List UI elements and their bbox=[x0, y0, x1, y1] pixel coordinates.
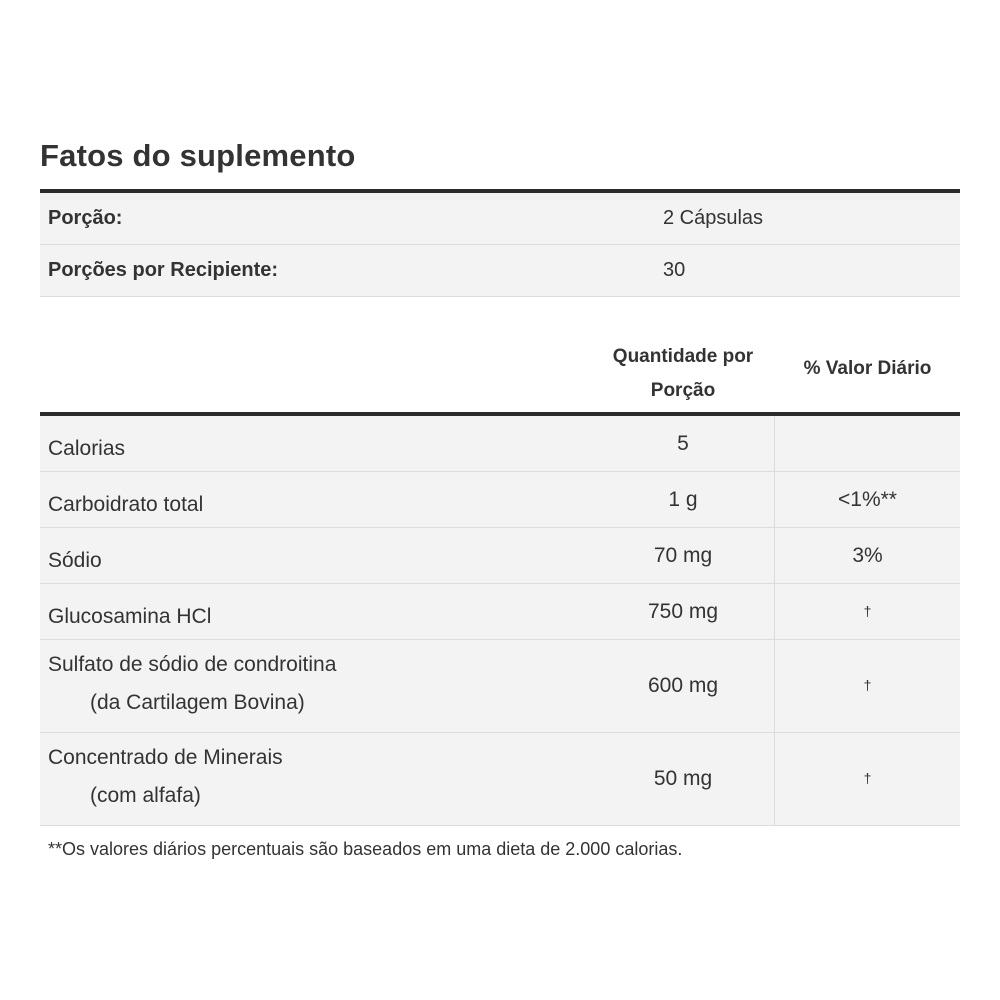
nutrient-name bbox=[48, 739, 283, 815]
table-row bbox=[40, 472, 960, 528]
nutrient-name bbox=[48, 646, 336, 722]
serving-size-value: 2 Cápsulas bbox=[663, 207, 764, 229]
nutrient-amount: 600 mg bbox=[647, 674, 719, 697]
nutrient-name: Sódio bbox=[48, 549, 102, 572]
nutrient-name: Glucosamina HCl bbox=[48, 605, 212, 628]
nutrient-name-source: (com alfafa) bbox=[90, 784, 201, 807]
page-title: Fatos do suplemento bbox=[40, 138, 356, 173]
serving-size-label: Porção: bbox=[48, 207, 123, 229]
nutrient-amount: 50 mg bbox=[653, 767, 713, 790]
nutrient-name-source: (da Cartilagem Bovina) bbox=[90, 691, 305, 714]
nutrient-table-header bbox=[40, 330, 960, 412]
nutrient-amount: 1 g bbox=[668, 488, 698, 511]
table-row bbox=[40, 528, 960, 584]
nutrient-daily-value: † bbox=[863, 677, 872, 693]
nutrient-amount: 70 mg bbox=[653, 544, 713, 567]
table-row bbox=[40, 584, 960, 640]
amount-per-serving-header bbox=[595, 340, 771, 408]
table-row bbox=[40, 416, 960, 472]
nutrient-daily-value: 3% bbox=[852, 544, 883, 567]
serving-info bbox=[40, 189, 960, 297]
servings-per-container-row bbox=[40, 245, 960, 297]
serving-size-row bbox=[40, 193, 960, 245]
daily-value-header: % Valor Diário bbox=[803, 358, 932, 379]
servings-per-container-value: 30 bbox=[663, 259, 686, 281]
nutrient-name-main: Sulfato de sódio de condroitina bbox=[48, 653, 337, 676]
nutrient-name-main: Concentrado de Minerais bbox=[48, 746, 283, 769]
nutrient-daily-value: <1%** bbox=[838, 488, 897, 511]
servings-per-container-label: Porções por Recipiente: bbox=[48, 259, 279, 281]
nutrient-daily-value: † bbox=[863, 770, 872, 786]
nutrient-amount: 750 mg bbox=[647, 600, 719, 623]
amount-header-line2: Porção bbox=[650, 380, 716, 401]
table-row bbox=[40, 733, 960, 826]
table-row bbox=[40, 640, 960, 733]
nutrient-name: Carboidrato total bbox=[48, 493, 204, 516]
nutrient-table bbox=[40, 412, 960, 826]
nutrient-amount: 5 bbox=[677, 432, 689, 455]
amount-header-line1: Quantidade por bbox=[612, 346, 754, 367]
footnote: **Os valores diários percentuais são baseados em uma dieta de 2.000 calorias. bbox=[48, 839, 683, 859]
nutrient-name: Calorias bbox=[48, 437, 126, 460]
nutrient-daily-value: † bbox=[863, 603, 872, 619]
